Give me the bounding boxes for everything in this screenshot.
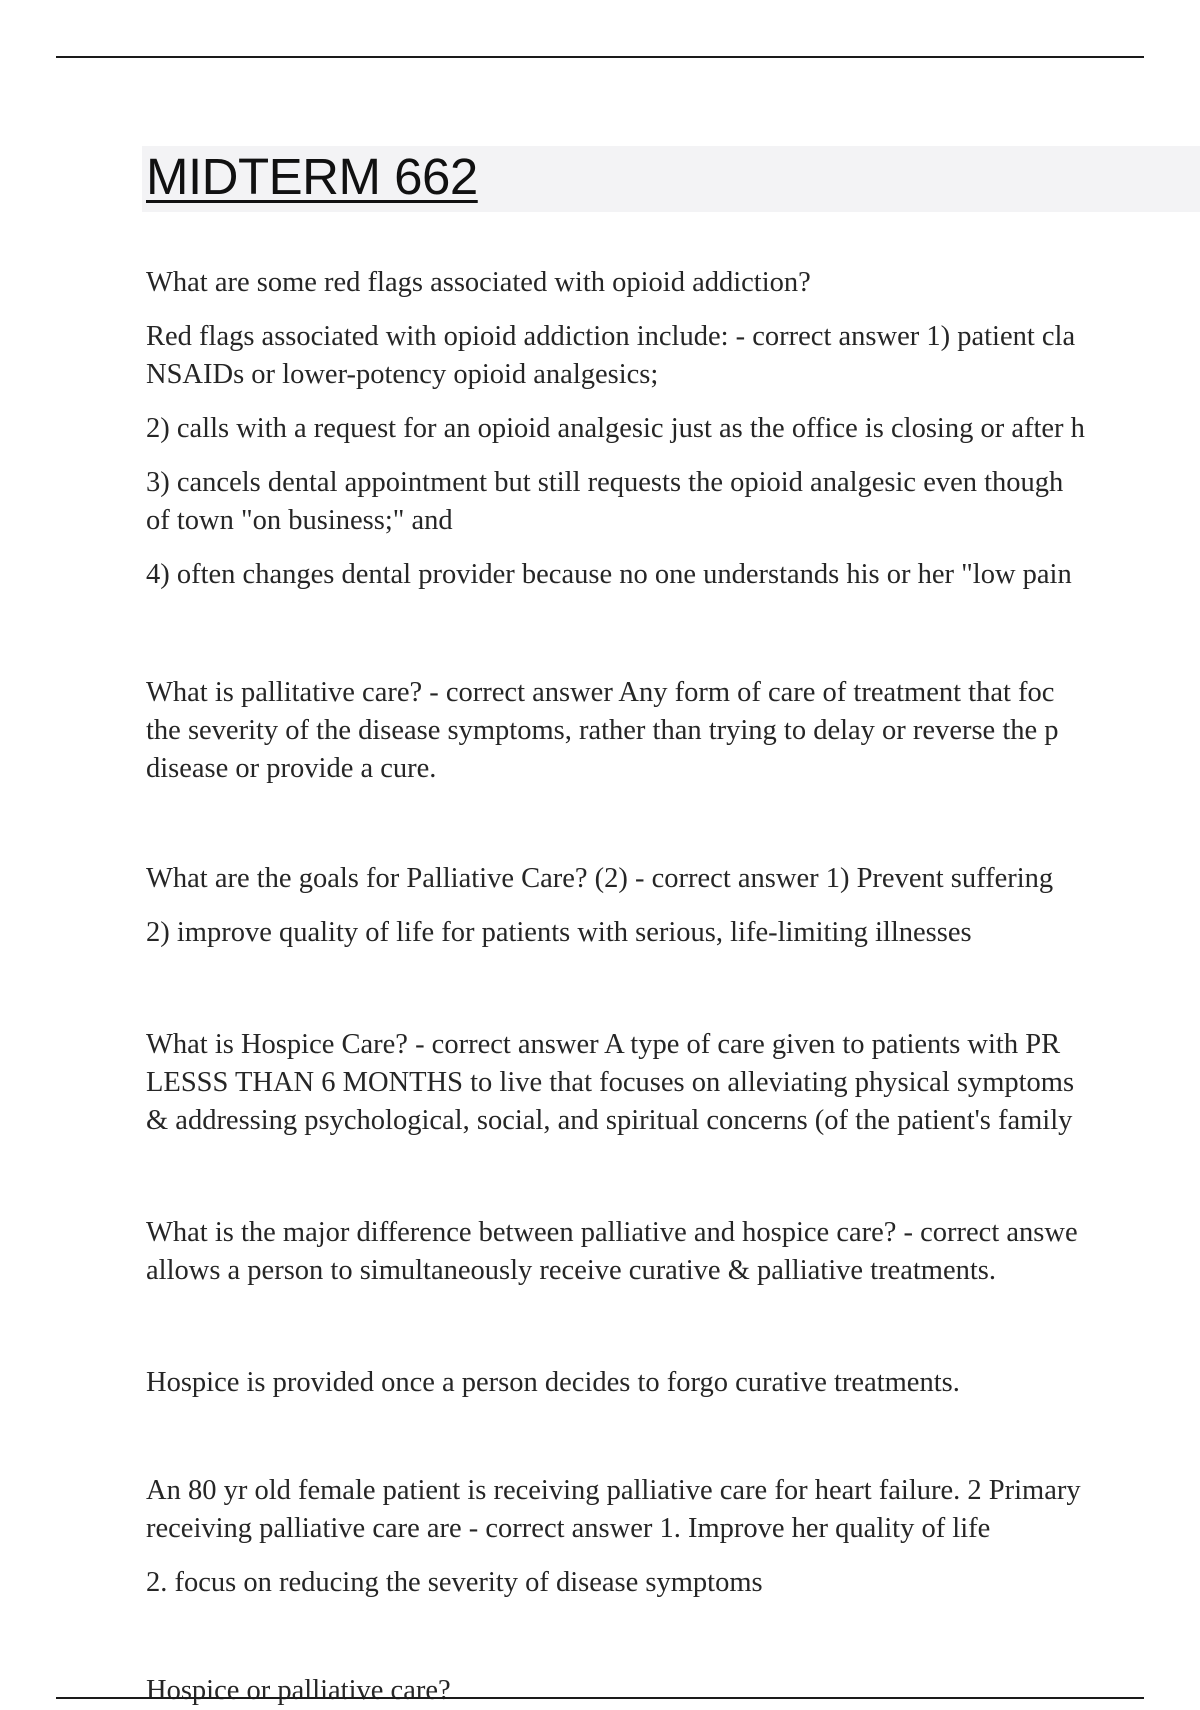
question-text: What is Hospice Care? - correct answer A type of care given to patients with PR [146,1029,1061,1060]
answer-text: LESSS THAN 6 MONTHS to live that focuses on alleviating physical symptoms [146,1067,1075,1098]
answer-text: of town "on business;" and [146,505,453,536]
answer-text: 2. focus on reducing the severity of disease symptoms [146,1567,763,1598]
question-text: What is the major difference between palliative and hospice care? - correct answe [146,1217,1078,1248]
question-text: What are the goals for Palliative Care? (2) - correct answer 1) Prevent suffering [146,863,1054,894]
answer-text: NSAIDs or lower-potency opioid analgesics; [146,359,659,390]
question-text: An 80 yr old female patient is receiving palliative care for heart failure. 2 Primary [146,1475,1081,1506]
answer-text: allows a person to simultaneously receive curative & palliative treatments. [146,1255,996,1286]
answer-text: 2) calls with a request for an opioid analgesic just as the office is closing or after h [146,413,1085,444]
answer-text: 4) often changes dental provider because no one understands his or her "low pain [146,559,1072,590]
answer-text: disease or provide a cure. [146,753,437,784]
answer-text: receiving palliative care are - correct answer 1. Improve her quality of life [146,1513,991,1544]
answer-text: 3) cancels dental appointment but still requests the opioid analgesic even though [146,467,1064,498]
answer-text: the severity of the disease symptoms, rather than trying to delay or reverse the p [146,715,1059,746]
page-title: MIDTERM 662 [146,148,478,205]
question-text: Hospice or palliative care? [146,1675,451,1706]
answer-text: Red flags associated with opioid addiction include: - correct answer 1) patient cla [146,321,1076,352]
answer-text: 2) improve quality of life for patients with serious, life-limiting illnesses [146,917,972,948]
document-body [146,0,1200,1706]
question-text: What are some red flags associated with opioid addiction? [146,267,811,298]
bottom-rule [56,1697,1144,1699]
answer-text: Hospice is provided once a person decides to forgo curative treatments. [146,1367,960,1398]
answer-text: & addressing psychological, social, and spiritual concerns (of the patient's family [146,1105,1073,1136]
question-text: What is pallitative care? - correct answer Any form of care of treatment that foc [146,677,1055,708]
